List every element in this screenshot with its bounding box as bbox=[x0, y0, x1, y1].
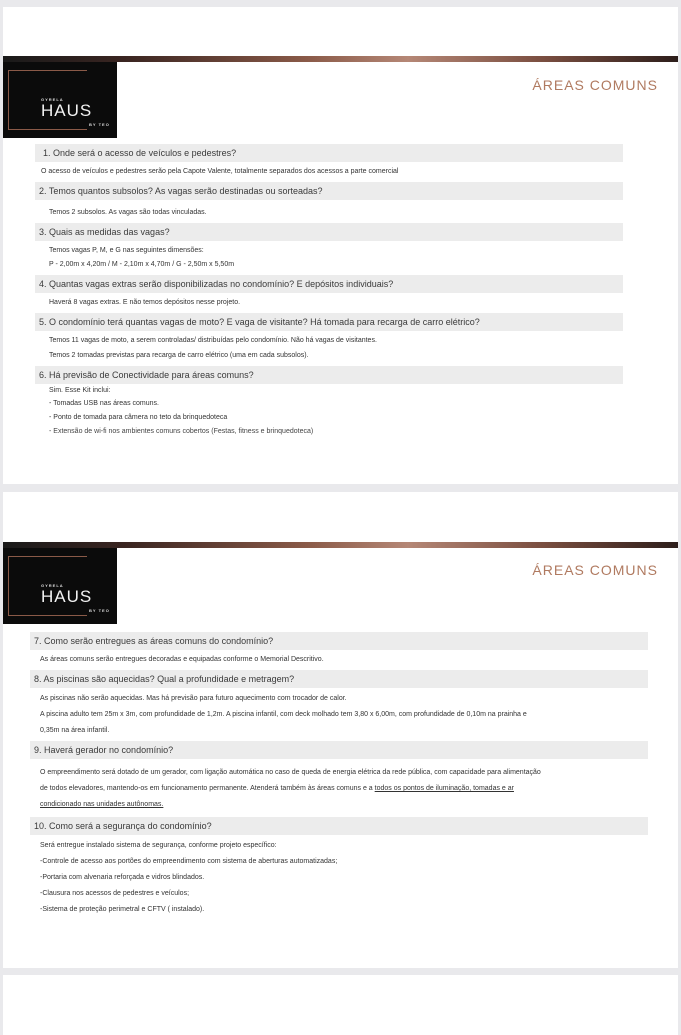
faq-answer-text: de todos elevadores, mantendo-os em funcionamento permanente. Atenderá também às áreas comuns e a bbox=[40, 785, 375, 792]
faq-answer: O acesso de veículos e pedestres serão pela Capote Valente, totalmente separados dos acessos a parte comercial bbox=[41, 168, 399, 175]
faq-answer: -Controle de acesso aos portões do empreendimento com sistema de aberturas automatizadas; bbox=[40, 858, 338, 865]
section-title: ÁREAS COMUNS bbox=[532, 562, 658, 578]
faq-answer: Sim. Esse Kit inclui: bbox=[49, 387, 111, 394]
faq-question: 9. Haverá gerador no condomínio? bbox=[30, 741, 648, 759]
faq-answer: -Portaria com alvenaria reforçada e vidros blindados. bbox=[40, 874, 205, 881]
faq-answer: Temos 2 subsolos. As vagas são todas vinculadas. bbox=[49, 209, 207, 216]
logo-sub-text: BY TEO bbox=[89, 608, 110, 613]
faq-answer: - Tomadas USB nas áreas comuns. bbox=[49, 400, 159, 407]
faq-answer-underlined: condicionado nas unidades autônomas. bbox=[40, 801, 164, 808]
document-page-1 bbox=[3, 7, 678, 484]
faq-answer: 0,35m na área infantil. bbox=[40, 727, 110, 734]
faq-answer: P - 2,00m x 4,20m / M - 2,10m x 4,70m / G - 2,50m x 5,50m bbox=[49, 261, 235, 268]
faq-question: 1. Onde será o acesso de veículos e pedestres? bbox=[35, 144, 623, 162]
faq-answer bbox=[30, 780, 648, 796]
faq-question: 4. Quantas vagas extras serão disponibilizadas no condomínio? E depósitos individuais? bbox=[35, 275, 623, 293]
brand-logo bbox=[3, 62, 117, 138]
faq-answer: A piscina adulto tem 25m x 3m, com profundidade de 1,2m. A piscina infantil, com deck molhado tem 3,80 x 6,00m, com profundidade de 0,10m na prainha e bbox=[40, 711, 527, 718]
faq-question: 10. Como será a segurança do condomínio? bbox=[30, 817, 648, 835]
faq-answer: As áreas comuns serão entregues decoradas e equipadas conforme o Memorial Descritivo. bbox=[40, 656, 324, 663]
faq-question: 3. Quais as medidas das vagas? bbox=[35, 223, 623, 241]
faq-answer: Temos 11 vagas de moto, a serem controladas/ distribuídas pelo condomínio. Não há vagas de visitantes. bbox=[49, 337, 377, 344]
faq-answer: As piscinas não serão aquecidas. Mas há previsão para futuro aquecimento com trocador de calor. bbox=[40, 695, 347, 702]
document-page-3 bbox=[3, 975, 678, 1035]
faq-question: 7. Como serão entregues as áreas comuns do condomínio? bbox=[30, 632, 648, 650]
logo-small-text: GYRELA bbox=[41, 583, 64, 588]
logo-main-text: HAUS bbox=[41, 587, 93, 606]
faq-answer-cut-line bbox=[35, 425, 623, 435]
faq-answer-underlined: todos os pontos de iluminação, tomadas e ar bbox=[374, 785, 514, 792]
logo-small-text: GYRELA bbox=[41, 97, 64, 102]
document-page-2 bbox=[3, 492, 678, 968]
faq-answer: Temos vagas P, M, e G nas seguintes dimensões: bbox=[49, 247, 204, 254]
faq-question: 2. Temos quantos subsolos? As vagas serão destinadas ou sorteadas? bbox=[35, 182, 623, 200]
faq-answer: Temos 2 tomadas previstas para recarga de carro elétrico (uma em cada subsolos). bbox=[49, 352, 309, 359]
faq-question: 8. As piscinas são aquecidas? Qual a profundidade e metragem? bbox=[30, 670, 648, 688]
faq-question: 6. Há previsão de Conectividade para áreas comuns? bbox=[35, 366, 623, 384]
faq-answer: Haverá 8 vagas extras. E não temos depósitos nesse projeto. bbox=[49, 299, 241, 306]
logo-main-text: HAUS bbox=[41, 101, 93, 120]
faq-list bbox=[35, 141, 623, 435]
faq-answer: -Sistema de proteção perimetral e CFTV ( instalado). bbox=[40, 906, 205, 913]
cut-line-text: - Extensão de wi-fi nos ambientes comuns cobertos (Festas, fitness e brinquedoteca) bbox=[49, 428, 314, 435]
faq-list bbox=[30, 629, 648, 917]
section-title: ÁREAS COMUNS bbox=[532, 77, 658, 93]
logo-sub-text: BY TEO bbox=[89, 122, 110, 127]
faq-question: 5. O condomínio terá quantas vagas de moto? E vaga de visitante? Há tomada para recarga de carro elétrico? bbox=[35, 313, 623, 331]
faq-answer: O empreendimento será dotado de um gerador, com ligação automática no caso de queda de energia elétrica da rede pública, com capacidade para alimentação bbox=[40, 769, 541, 776]
faq-answer: -Clausura nos acessos de pedestres e veículos; bbox=[40, 890, 190, 897]
brand-logo bbox=[3, 548, 117, 624]
faq-answer: Será entregue instalado sistema de segurança, conforme projeto específico: bbox=[40, 842, 277, 849]
faq-answer: - Ponto de tomada para câmera no teto da brinquedoteca bbox=[49, 414, 228, 421]
